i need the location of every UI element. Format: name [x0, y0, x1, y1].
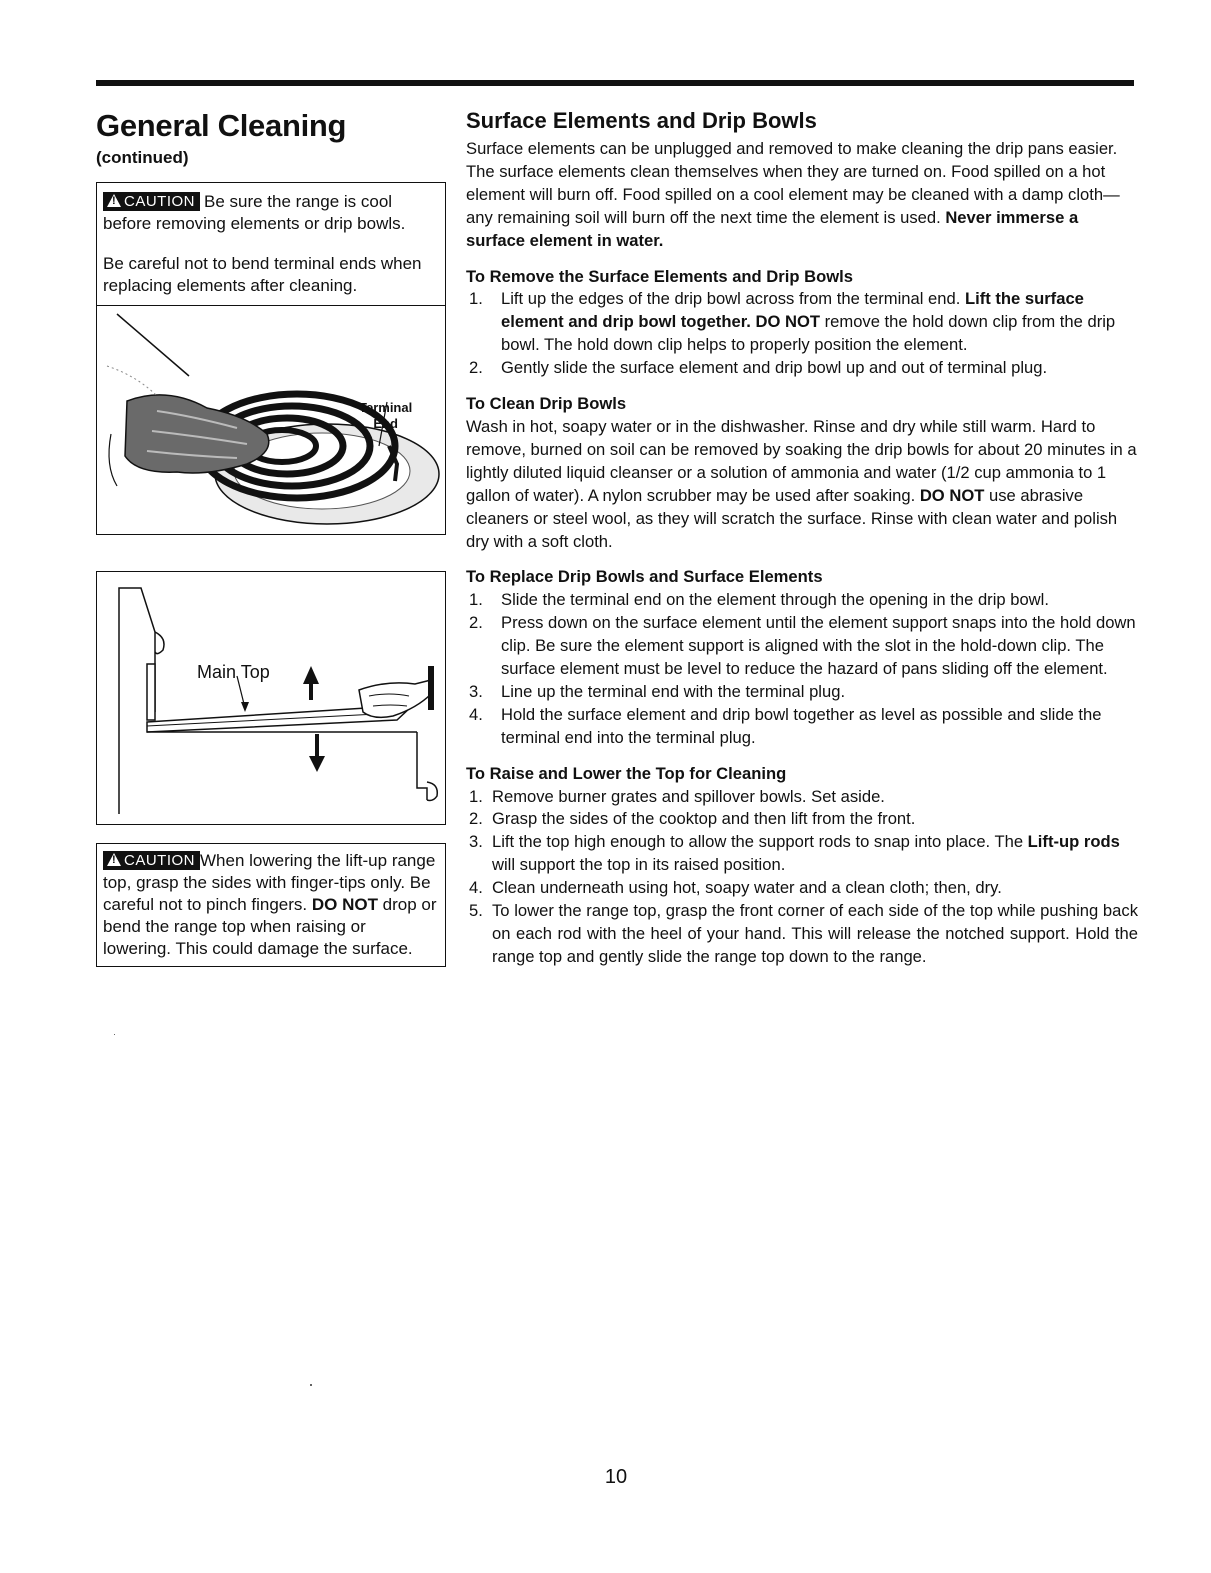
list-item: 2. Gently slide the surface element and drip bowl up and out of terminal plug.: [469, 358, 1048, 378]
clean-section: To Clean Drip Bowls Wash in hot, soapy water or in the dishwasher. Rinse and dry while still warm. Hard to remove, burned on soil can be removed by soaking the drip bowls for about 20 minutes in a lightly diluted liquid cleanser or a solution of ammonia and water (1/2 cup ammonia to 1 gallon of water). A nylon scrubber may be used after soaking. DO NOT use abrasive cleaners or steel wool, as they will scratch the surface. Rinse with clean water and polish dry with a soft cloth.: [466, 394, 1137, 551]
warning-triangle-icon: !: [107, 194, 121, 207]
terminal-end-label: Terminal End: [359, 400, 413, 431]
intro-paragraph: Surface elements can be unplugged and removed to make cleaning the drip pans easier. The surface elements clean themselves when they are turned on. Food spilled on a hot element will burn off. Food spilled on a cool element may be cleaned with a damp cloth—any remaining soil will burn off the next time the element is used. Never immerse a surface element in water.: [466, 139, 1120, 250]
scan-speck: [310, 1384, 312, 1386]
main-top-illustration: [97, 572, 444, 824]
clean-heading: To Clean Drip Bowls: [466, 394, 627, 414]
caution-box-top: [96, 182, 446, 535]
caution-box-bottom: [96, 843, 446, 967]
page-subtitle: (continued): [96, 148, 189, 167]
caution-paragraph-1: ! CAUTION Be sure the range is cool before removing elements or drip bowls.: [103, 192, 406, 233]
remove-section: [466, 266, 1138, 381]
raise-section: [466, 763, 1138, 969]
list-item: 2. Press down on the surface element until the element support snaps into the hold down clip. Be sure the element support is aligned with the slot in the hold-down clip. The surface element must be level to reduce the hazard of pans sliding off the element.: [469, 613, 1136, 679]
list-item: 3. Lift the top high enough to allow the support rods to snap into place. The Lift-up rods will support the top in its raised position.: [469, 832, 1120, 875]
scan-speck: [114, 1034, 115, 1035]
list-item: 1. Lift up the edges of the drip bowl across from the terminal end. Lift the surface element and drip bowl together. DO NOT remove the hold down clip from the drip bowl. The hold down clip helps to properly position the element.: [469, 289, 1116, 355]
figure-remove-element: [97, 305, 445, 534]
list-item: 1. Remove burner grates and spillover bowls. Set aside.: [469, 786, 885, 806]
list-item: 1. Slide the terminal end on the element through the opening in the drip bowl.: [469, 590, 1049, 610]
list-item: 5. To lower the range top, grasp the front corner of each side of the top while pushing back on each rod with the heel of your hand. This will release the notched support. Hold the range top and gently slide the range top down to the range.: [469, 901, 1138, 966]
raise-heading: To Raise and Lower the Top for Cleaning: [466, 763, 787, 783]
list-item: 3. Line up the terminal end with the terminal plug.: [469, 681, 846, 701]
left-column: [96, 108, 446, 967]
list-item: 4. Clean underneath using hot, soapy water and a clean cloth; then, dry.: [469, 878, 1002, 898]
caution-badge: ! CAUTION: [103, 192, 200, 211]
page-number: 10: [604, 1466, 628, 1488]
caution-paragraph-3: ! CAUTION When lowering the lift-up range top, grasp the sides with finger-tips only. Be careful not to pinch fingers. DO NOT drop or bend the range top when raising or lowering. This could damage the surface.: [103, 851, 437, 958]
list-item: 4. Hold the surface element and drip bowl together as level as possible and slide the terminal end into the terminal plug.: [469, 704, 1102, 747]
main-top-label: Main Top: [197, 662, 270, 682]
remove-heading: To Remove the Surface Elements and Drip Bowls: [466, 266, 853, 286]
caution-paragraph-2: Be careful not to bend terminal ends when replacing elements after cleaning.: [103, 254, 422, 295]
figure-main-top: [96, 571, 446, 825]
top-rule: [96, 80, 1134, 86]
caution-badge: ! CAUTION: [103, 851, 200, 870]
replace-heading: To Replace Drip Bowls and Surface Elements: [466, 567, 823, 587]
page-title: General Cleaning: [96, 108, 347, 143]
list-item: 2. Grasp the sides of the cooktop and then lift from the front.: [469, 809, 916, 829]
section-heading: Surface Elements and Drip Bowls: [466, 108, 817, 133]
right-column: [466, 108, 1138, 982]
warning-triangle-icon: !: [107, 853, 121, 866]
replace-section: [466, 566, 1138, 749]
